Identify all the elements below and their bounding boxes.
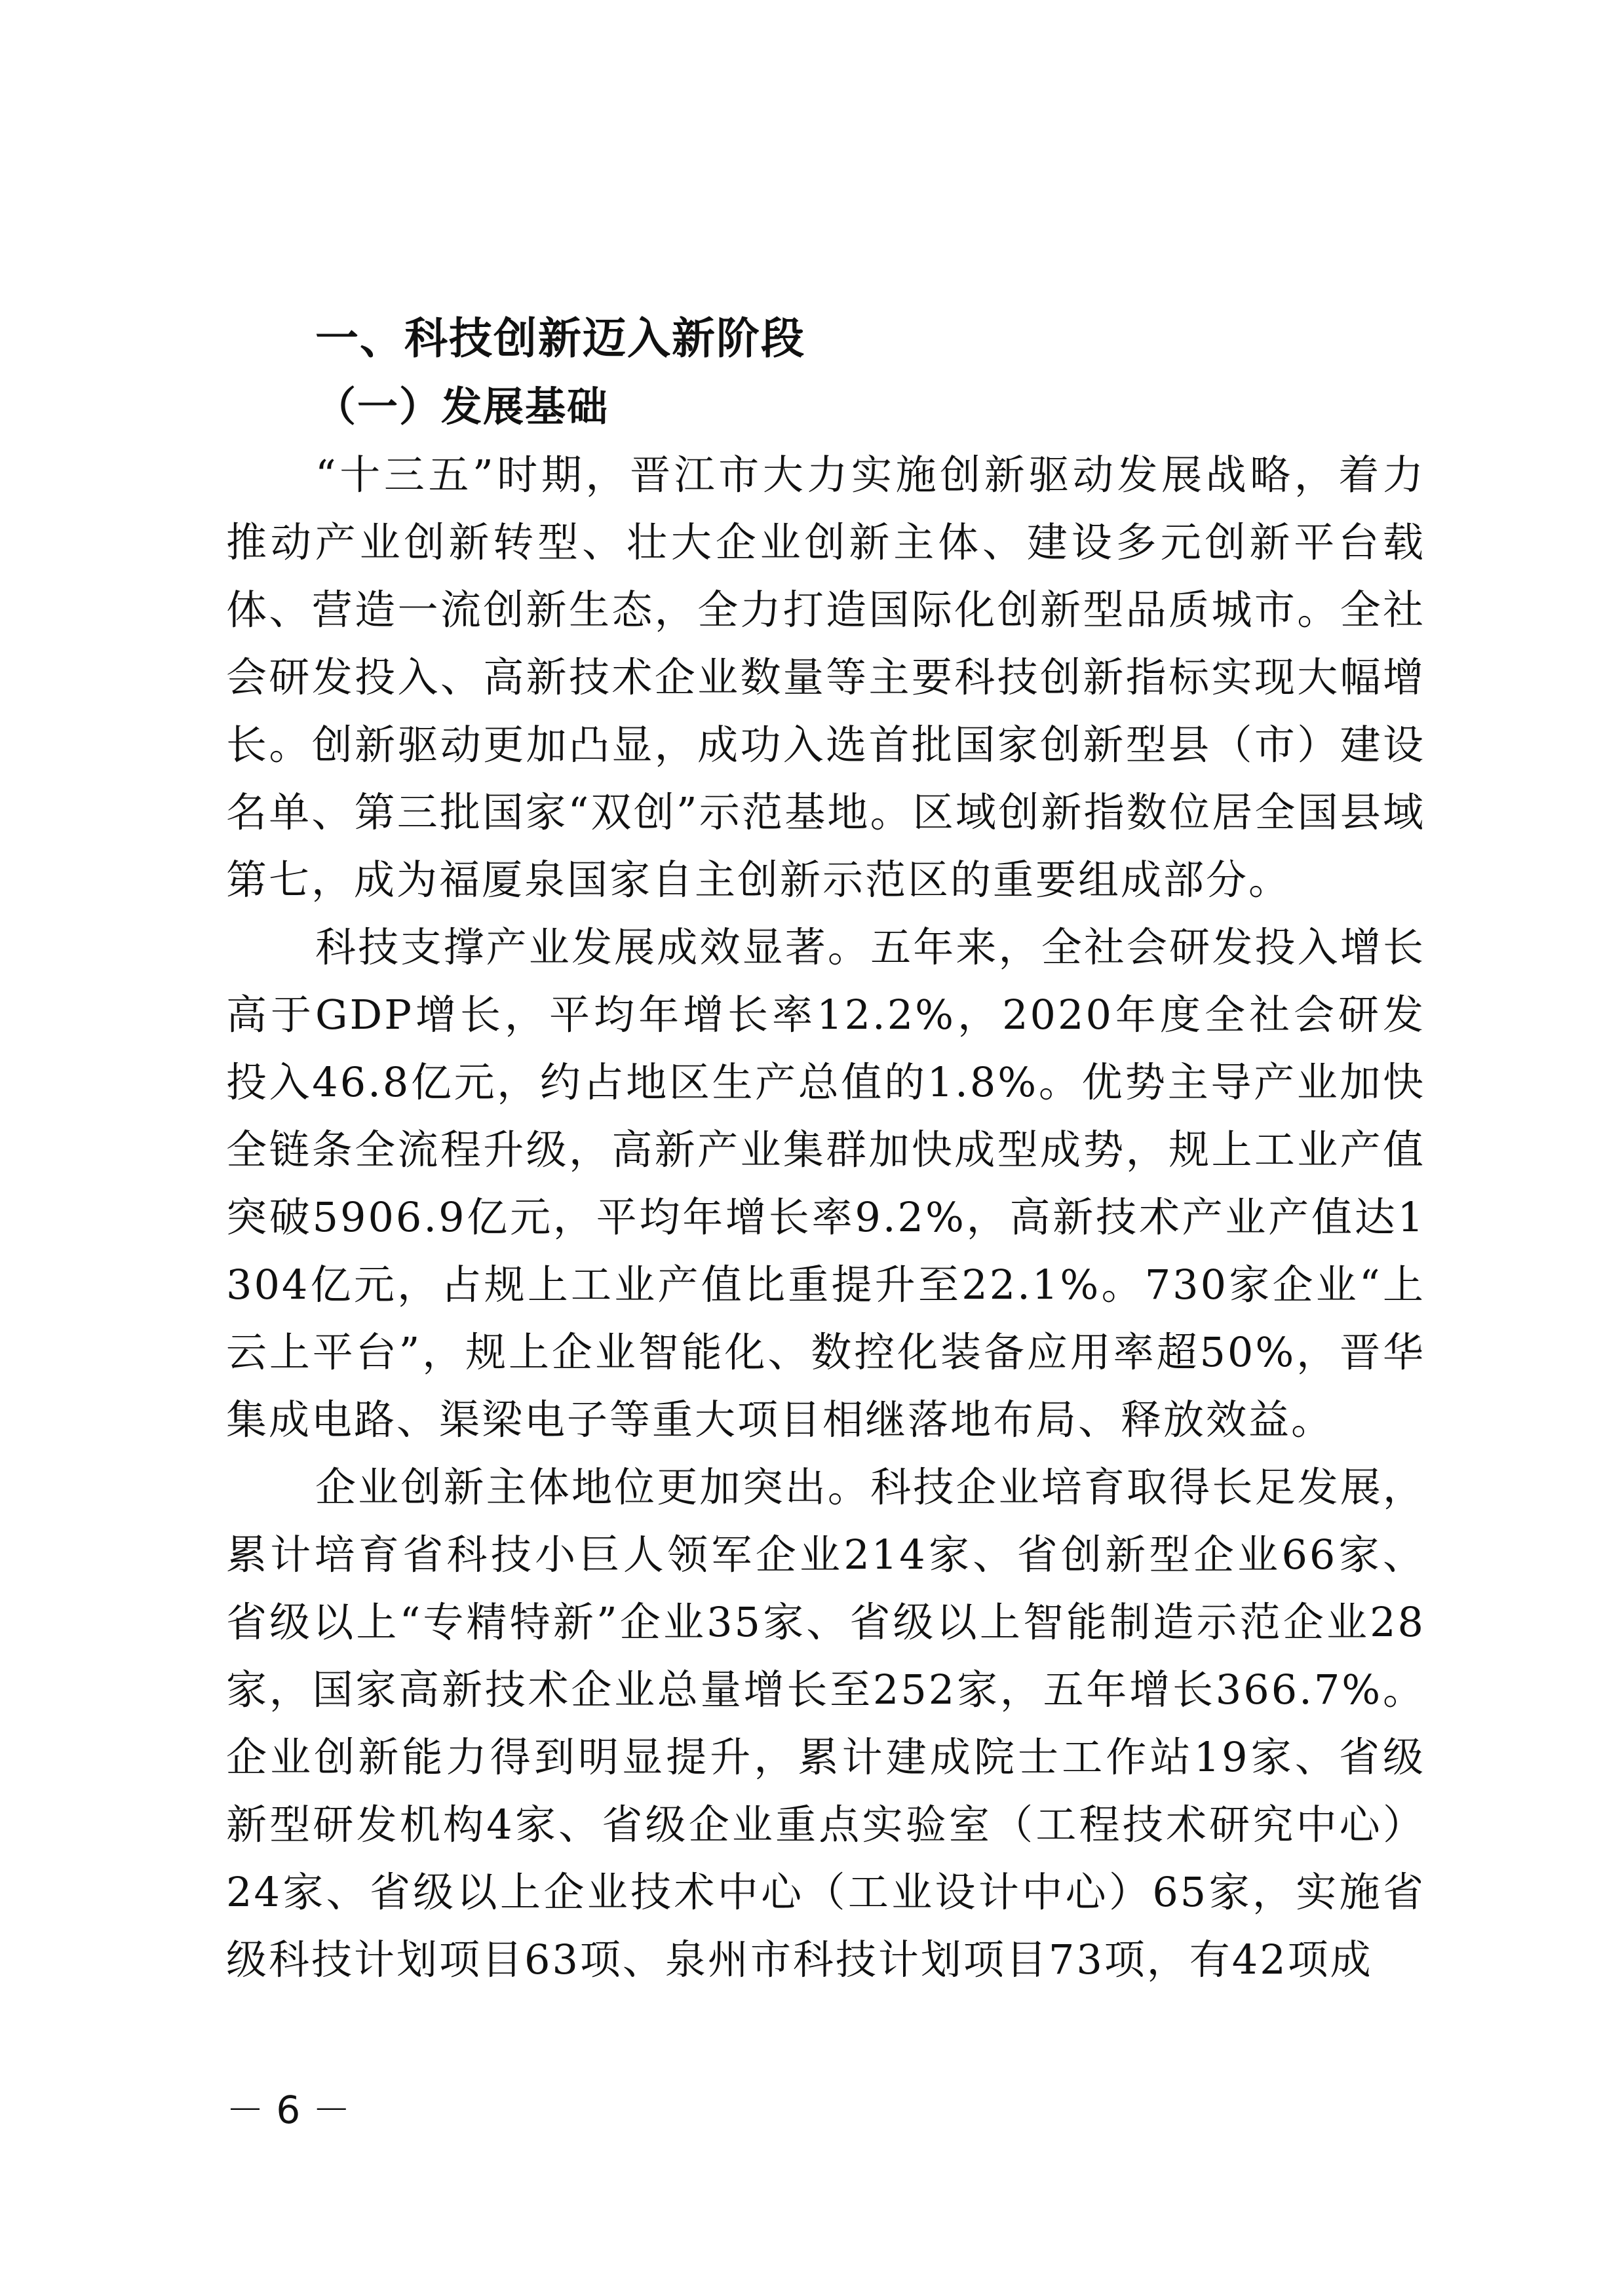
paragraph-overview: “十三五”时期，晋江市大力实施创新驱动发展战略，着力推动产业创新转型、壮大企业创新主体、建设多元创新平台载体、营造一流创新生态，全力打造国际化创新型品质城市。全社会研发投入、高新技术企业数量等主要科技创新指标实现大幅增长。创新驱动更加凸显，成功入选首批国家创新型县（市）建设名单、第三批国家“双创”示范基地。区域创新指数位居全国县域第七，成为福厦泉国家自主创新示范区的重要组成部分。 [226,451,1425,904]
page-number: － 6 － [226,2088,351,2132]
subsection-heading: （一）发展基础 [315,383,609,430]
paragraph-enterprise-innovation: 企业创新主体地位更加突出。科技企业培育取得长足发展，累计培育省科技小巨人领军企业214家、省创新型企业66家、省级以上“专精特新”企业35家、省级以上智能制造示范企业28家，国家高新技术企业总量增长至252家，五年增长366.7%。企业创新能力得到明显提升，累计建成院士工作站19家、省级新型研发机构4家、省级企业重点实验室（工程技术研究中心）24家、省级以上企业技术中心（工业设计中心）65家，实施省级科技计划项目63项、泉州市科技计划项目73项，有42项成 [226,1463,1425,1983]
paragraph-industry-support: 科技支撑产业发展成效显著。五年来，全社会研发投入增长高于GDP增长，平均年增长率12.2%，2020年度全社会研发投入46.8亿元，约占地区生产总值的1.8%。优势主导产业加快全链条全流程升级，高新产业集群加快成型成势，规上工业产值突破5906.9亿元，平均年增长率9.2%，高新技术产业产值达1304亿元，占规上工业产值比重提升至22.1%。730家企业“上云上平台”，规上企业智能化、数控化装备应用率超50%，晋华集成电路、渠梁电子等重大项目相继落地布局、释放效益。 [226,923,1425,1444]
section-heading: 一、科技创新迈入新阶段 [315,313,805,364]
document-body [226,305,1425,1993]
